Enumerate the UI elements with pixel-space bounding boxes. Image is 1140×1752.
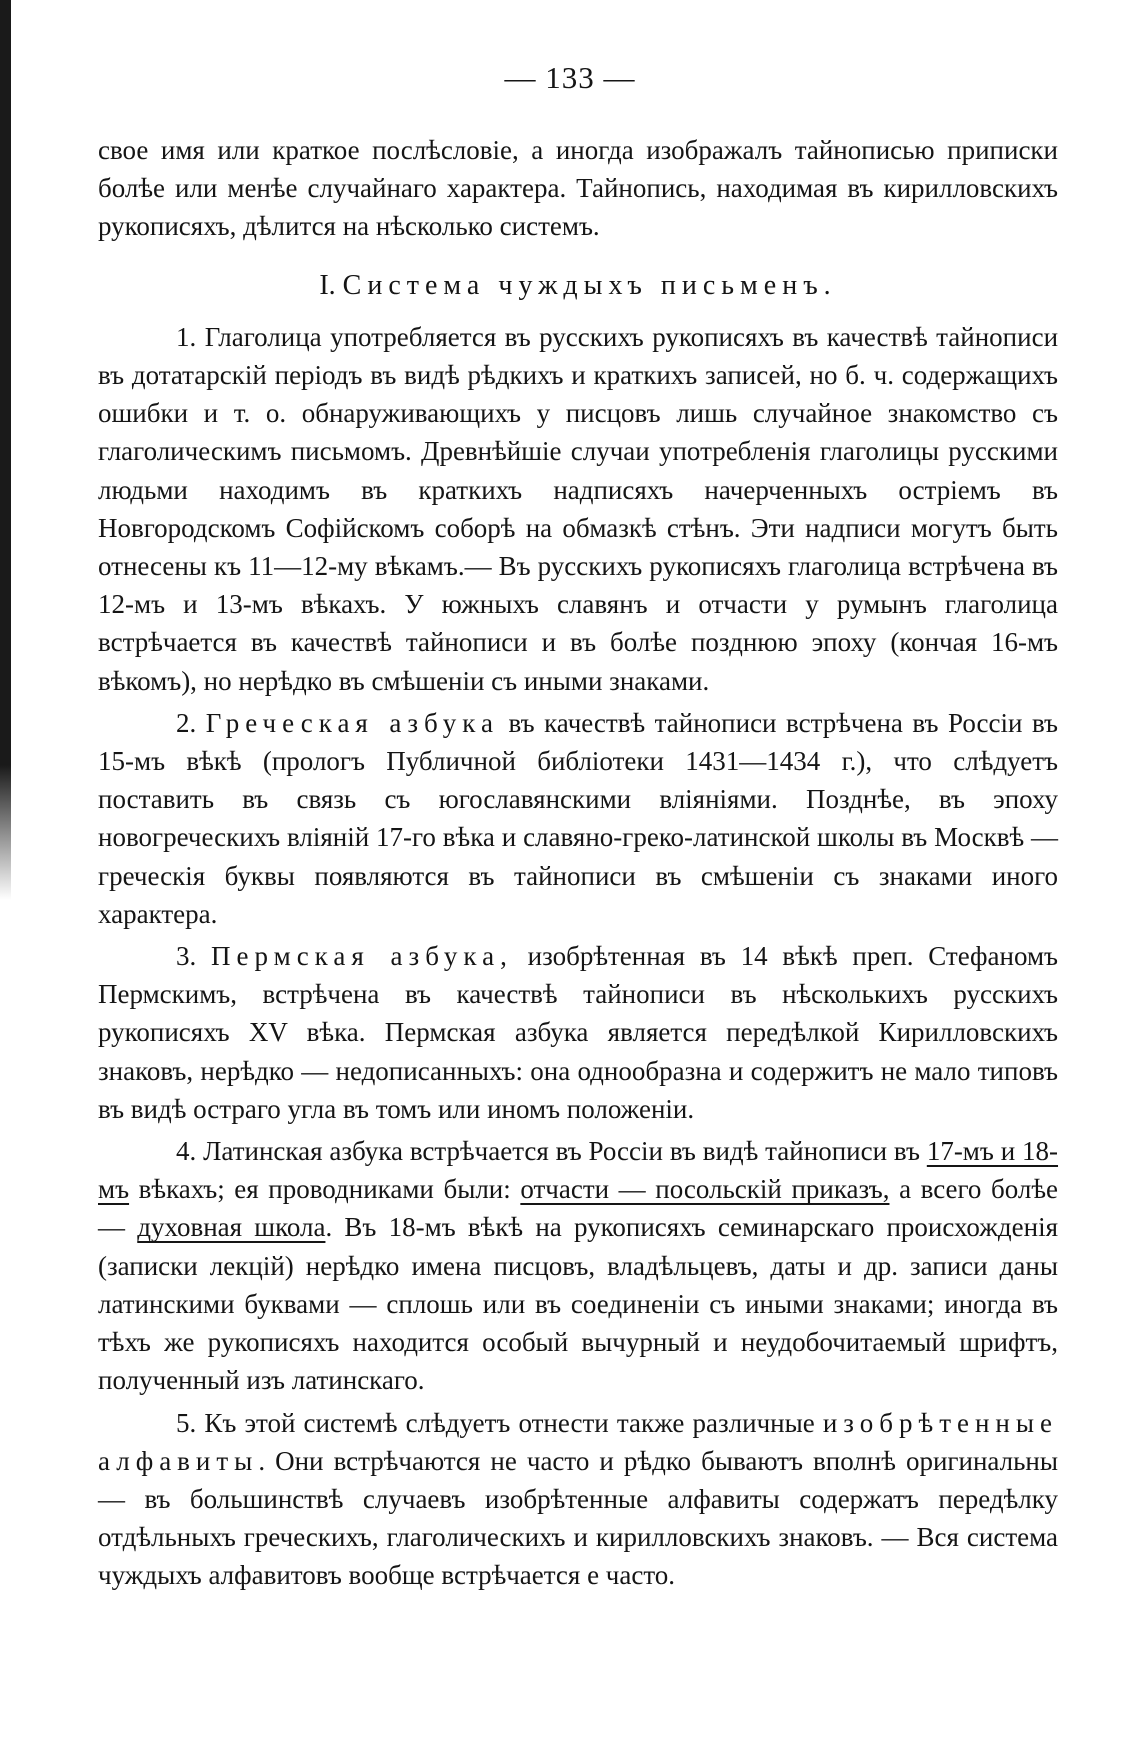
- paragraph-number: 4.: [176, 1136, 197, 1167]
- paragraph-5: [98, 1404, 1058, 1595]
- paragraph-number: 1.: [176, 321, 197, 352]
- paragraph-text: употребляется въ русскихъ рукописяхъ въ качествѣ тайнописи въ дотатарскій періодъ въ видѣ рѣдкихъ и краткихъ записей, но б. ч. содержащихъ ошибки и т. о. обнаруживающихъ у писцовъ лишь случайное знакомство съ глаголическимъ письмомъ. Древнѣйшіе случаи употребленія глаголицы русскими людьми находимъ въ краткихъ надписяхъ начерченныхъ остріемъ въ Новгородскомъ Софійскомъ соборѣ на обмазкѣ стѣнъ. Эти надписи могутъ быть отнесены къ 11—12-му вѣкамъ.— Въ русскихъ рукописяхъ глаголица встрѣчена въ 12-мъ и 13-мъ вѣкахъ. У южныхъ славянъ и отчасти у румынъ глаголица встрѣчается въ качествѣ тайнописи и въ болѣе позднюю эпоху (кончая 16-мъ вѣкомъ), но нерѣдко въ смѣшеніи съ иными знаками.: [98, 321, 1059, 696]
- paragraph-term: Греческая азбука: [205, 707, 499, 738]
- paragraph-text: въ качествѣ тайнописи встрѣчена въ Россіи въ 15-мъ вѣкѣ (прологъ Публичной библіотеки 1431—1434 г.), что слѣдуетъ поставить въ связь съ югославянскими вліяніями. Позднѣе, въ эпоху новогреческихъ вліяній 17-го вѣка и славяно-греко-латинской школы въ Москвѣ — греческія буквы появляются въ тайнописи въ смѣшеніи съ знаками иного характера.: [98, 707, 1059, 929]
- paragraph-term: Пермская азбука,: [211, 941, 513, 972]
- page-body: [98, 131, 1058, 1595]
- paragraph-2: [98, 704, 1058, 933]
- underlined-centuries: 17-мъ и 18-мъ: [98, 1136, 1059, 1205]
- paragraph-term: Латинская азбука: [203, 1136, 403, 1167]
- paragraph-1: [98, 318, 1058, 700]
- section-heading: [98, 267, 1058, 305]
- paragraph-number: 3.: [176, 941, 197, 972]
- heading-numeral: I.: [319, 269, 336, 301]
- intro-paragraph: свое имя или краткое послѣсловіе, а иногда изображалъ тайнописью приписки болѣе или менѣе случайнаго характера. Тайнопись, находимая въ кирилловскихъ рукописяхъ, дѣлится на нѣсколько системъ.: [98, 135, 1058, 242]
- paragraph-text: Къ этой системѣ слѣдуетъ отнести также различные: [204, 1407, 815, 1438]
- underlined-spiritual-school: духовная школа: [137, 1212, 326, 1243]
- paragraph-term: изобрѣтенные алфавиты: [98, 1407, 1059, 1476]
- paragraph-4: [98, 1132, 1058, 1399]
- paragraph-number: 5.: [176, 1407, 197, 1438]
- heading-title: Система чуждыхъ письменъ.: [342, 269, 837, 301]
- paragraph-text: . Въ 18-мъ вѣкѣ на рукописяхъ семинарскаго происхожденія (записки лекцій) нерѣдко имена писцовъ, владѣльцевъ, даты и др. записи даны латинскими буквами — сплошь или въ соединеніи съ иными знаками; иногда въ тѣхъ же рукописяхъ находится особый вычурный и неудобочитаемый шрифтъ, полученный изъ латинскаго.: [98, 1212, 1059, 1396]
- page-number: — 133 —: [504, 60, 636, 95]
- paragraph-text: . Они встрѣчаются не часто и рѣдко бываютъ вполнѣ оригинальны — въ большинствѣ случаевъ изобрѣтенные алфавиты содержатъ передѣлку отдѣльныхъ греческихъ, глаголическихъ и кирилловскихъ знаковъ. — Вся система чуждыхъ алфавитовъ вообще встрѣчается: [98, 1445, 1058, 1591]
- paragraph-number: 2.: [176, 707, 197, 738]
- scan-edge-shadow: [0, 0, 11, 900]
- paragraph-text: а всего болѣе —: [98, 1174, 1059, 1243]
- paragraph-text: встрѣчается въ Россіи въ видѣ тайнописи въ: [409, 1136, 920, 1167]
- paragraph-text: вѣкахъ; ея проводниками были:: [138, 1174, 511, 1205]
- paragraph-text: е часто.: [587, 1560, 676, 1591]
- paragraph-3: [98, 937, 1058, 1128]
- paragraph-text: изобрѣтенная въ 14 вѣкѣ преп. Стефаномъ Пермскимъ, встрѣчена въ качествѣ тайнописи въ нѣсколькихъ русскихъ рукописяхъ XV вѣка. Пермская азбука является передѣлкой Кирилловскихъ знаковъ, нерѣдко — недописанныхъ: она однообразна и содержитъ не мало типовъ въ видѣ остраго угла въ томъ или иномъ положеніи.: [98, 941, 1059, 1124]
- underlined-posolsky-prikaz: отчасти — посольскій приказъ,: [520, 1174, 890, 1205]
- paragraph-term: Глаголица: [204, 321, 322, 352]
